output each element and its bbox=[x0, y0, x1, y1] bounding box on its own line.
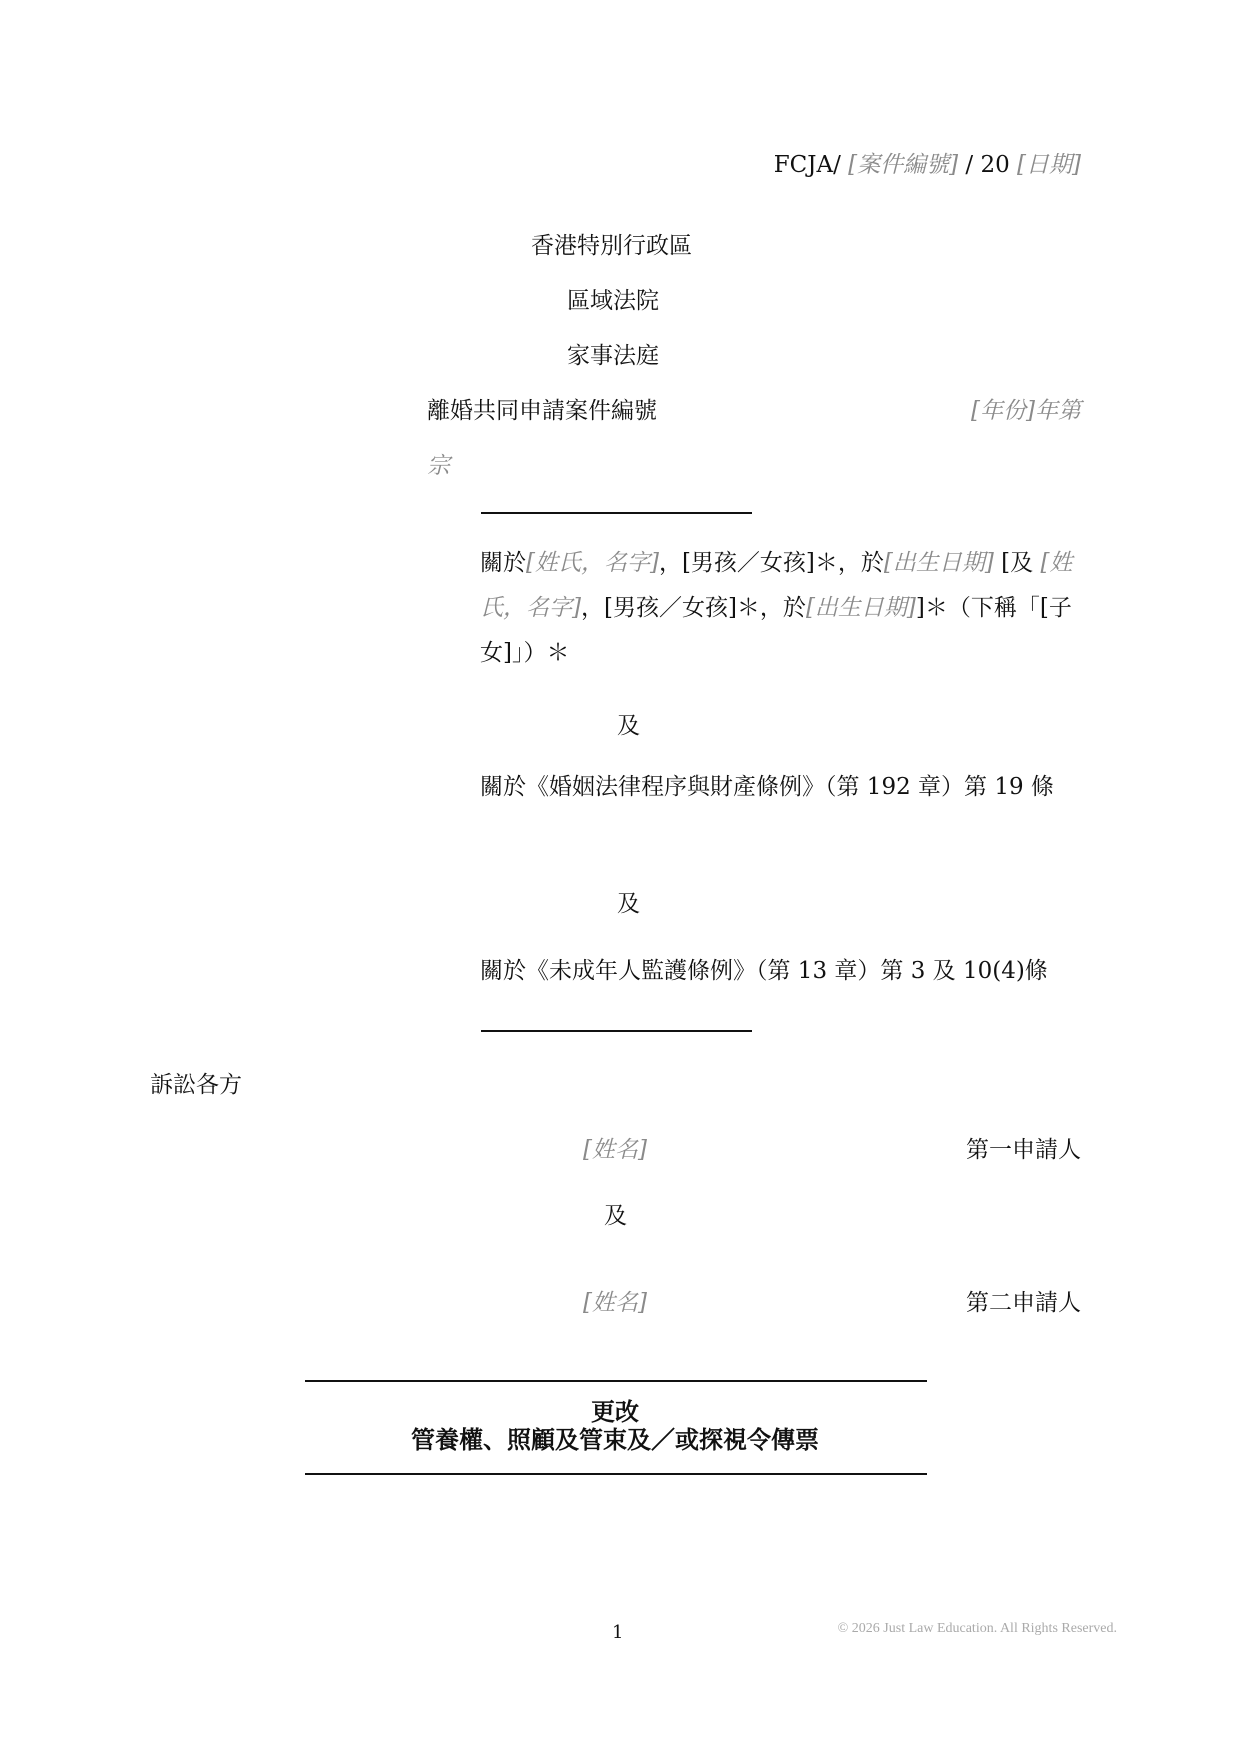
title-line-2: 管養權、照顧及管束及／或探視令傳票 bbox=[411, 1425, 819, 1454]
page-number: 1 bbox=[612, 1622, 624, 1643]
children-definition: ]＊（下稱「[子女]」）＊ bbox=[480, 595, 1072, 666]
child1-text: ，[男孩／女孩]＊，於 bbox=[658, 550, 884, 576]
case-reference bbox=[774, 146, 1081, 179]
parties-heading: 訴訟各方 bbox=[150, 1072, 242, 1098]
child2-dob-placeholder: [出生日期] bbox=[805, 595, 916, 621]
child2-text: ，[男孩／女孩]＊，於 bbox=[580, 595, 806, 621]
divider-top bbox=[481, 512, 752, 514]
parties-and: 及 bbox=[604, 1203, 627, 1229]
and-connector-2: 及 bbox=[617, 891, 640, 917]
court-name: 區域法院 bbox=[567, 288, 659, 314]
child2-intro: [及 bbox=[993, 550, 1034, 576]
matter-lead: 關於 bbox=[480, 550, 526, 576]
divider-bottom bbox=[481, 1030, 752, 1032]
matter-ordinance-192: 關於《婚姻法律程序與財產條例》（第 192 章）第 19 條 bbox=[480, 774, 1054, 800]
first-applicant-role: 第一申請人 bbox=[966, 1137, 1081, 1163]
and-connector-1: 及 bbox=[617, 713, 640, 739]
matter-children-paragraph bbox=[480, 541, 1080, 676]
case-number-placeholder: [案件編號] bbox=[848, 152, 959, 178]
case-number-year bbox=[971, 392, 1081, 425]
title-rule-top bbox=[305, 1380, 927, 1382]
year-placeholder: [年份] bbox=[971, 398, 1035, 424]
title-rule-bottom bbox=[305, 1473, 927, 1475]
case-ref-separator: / 20 bbox=[958, 152, 1018, 178]
matter-ordinance-13: 關於《未成年人監護條例》（第 13 章）第 3 及 10(4)條 bbox=[480, 958, 1048, 984]
document-title bbox=[305, 1398, 925, 1454]
court-division: 家事法庭 bbox=[567, 343, 659, 369]
first-applicant-name-placeholder: [姓名] bbox=[583, 1137, 647, 1163]
child1-name-placeholder: [姓氏，名字] bbox=[526, 550, 659, 576]
court-region: 香港特別行政區 bbox=[531, 233, 692, 259]
copyright-notice: © 2026 Just Law Education. All Rights Reserved. bbox=[837, 1621, 1117, 1636]
date-placeholder: [日期] bbox=[1017, 152, 1081, 178]
year-suffix: 年第 bbox=[1035, 398, 1081, 424]
title-line-1: 更改 bbox=[591, 1397, 639, 1426]
case-ref-prefix: FCJA/ bbox=[773, 152, 849, 178]
second-applicant-role: 第二申請人 bbox=[966, 1290, 1081, 1316]
second-applicant-name-placeholder: [姓名] bbox=[583, 1290, 647, 1316]
case-number-wrap: 宗 bbox=[427, 453, 450, 479]
child1-dob-placeholder: [出生日期] bbox=[883, 550, 994, 576]
case-number-label: 離婚共同申請案件編號 bbox=[427, 398, 657, 424]
child2-name-placeholder: [姓氏，名字] bbox=[480, 550, 1073, 621]
